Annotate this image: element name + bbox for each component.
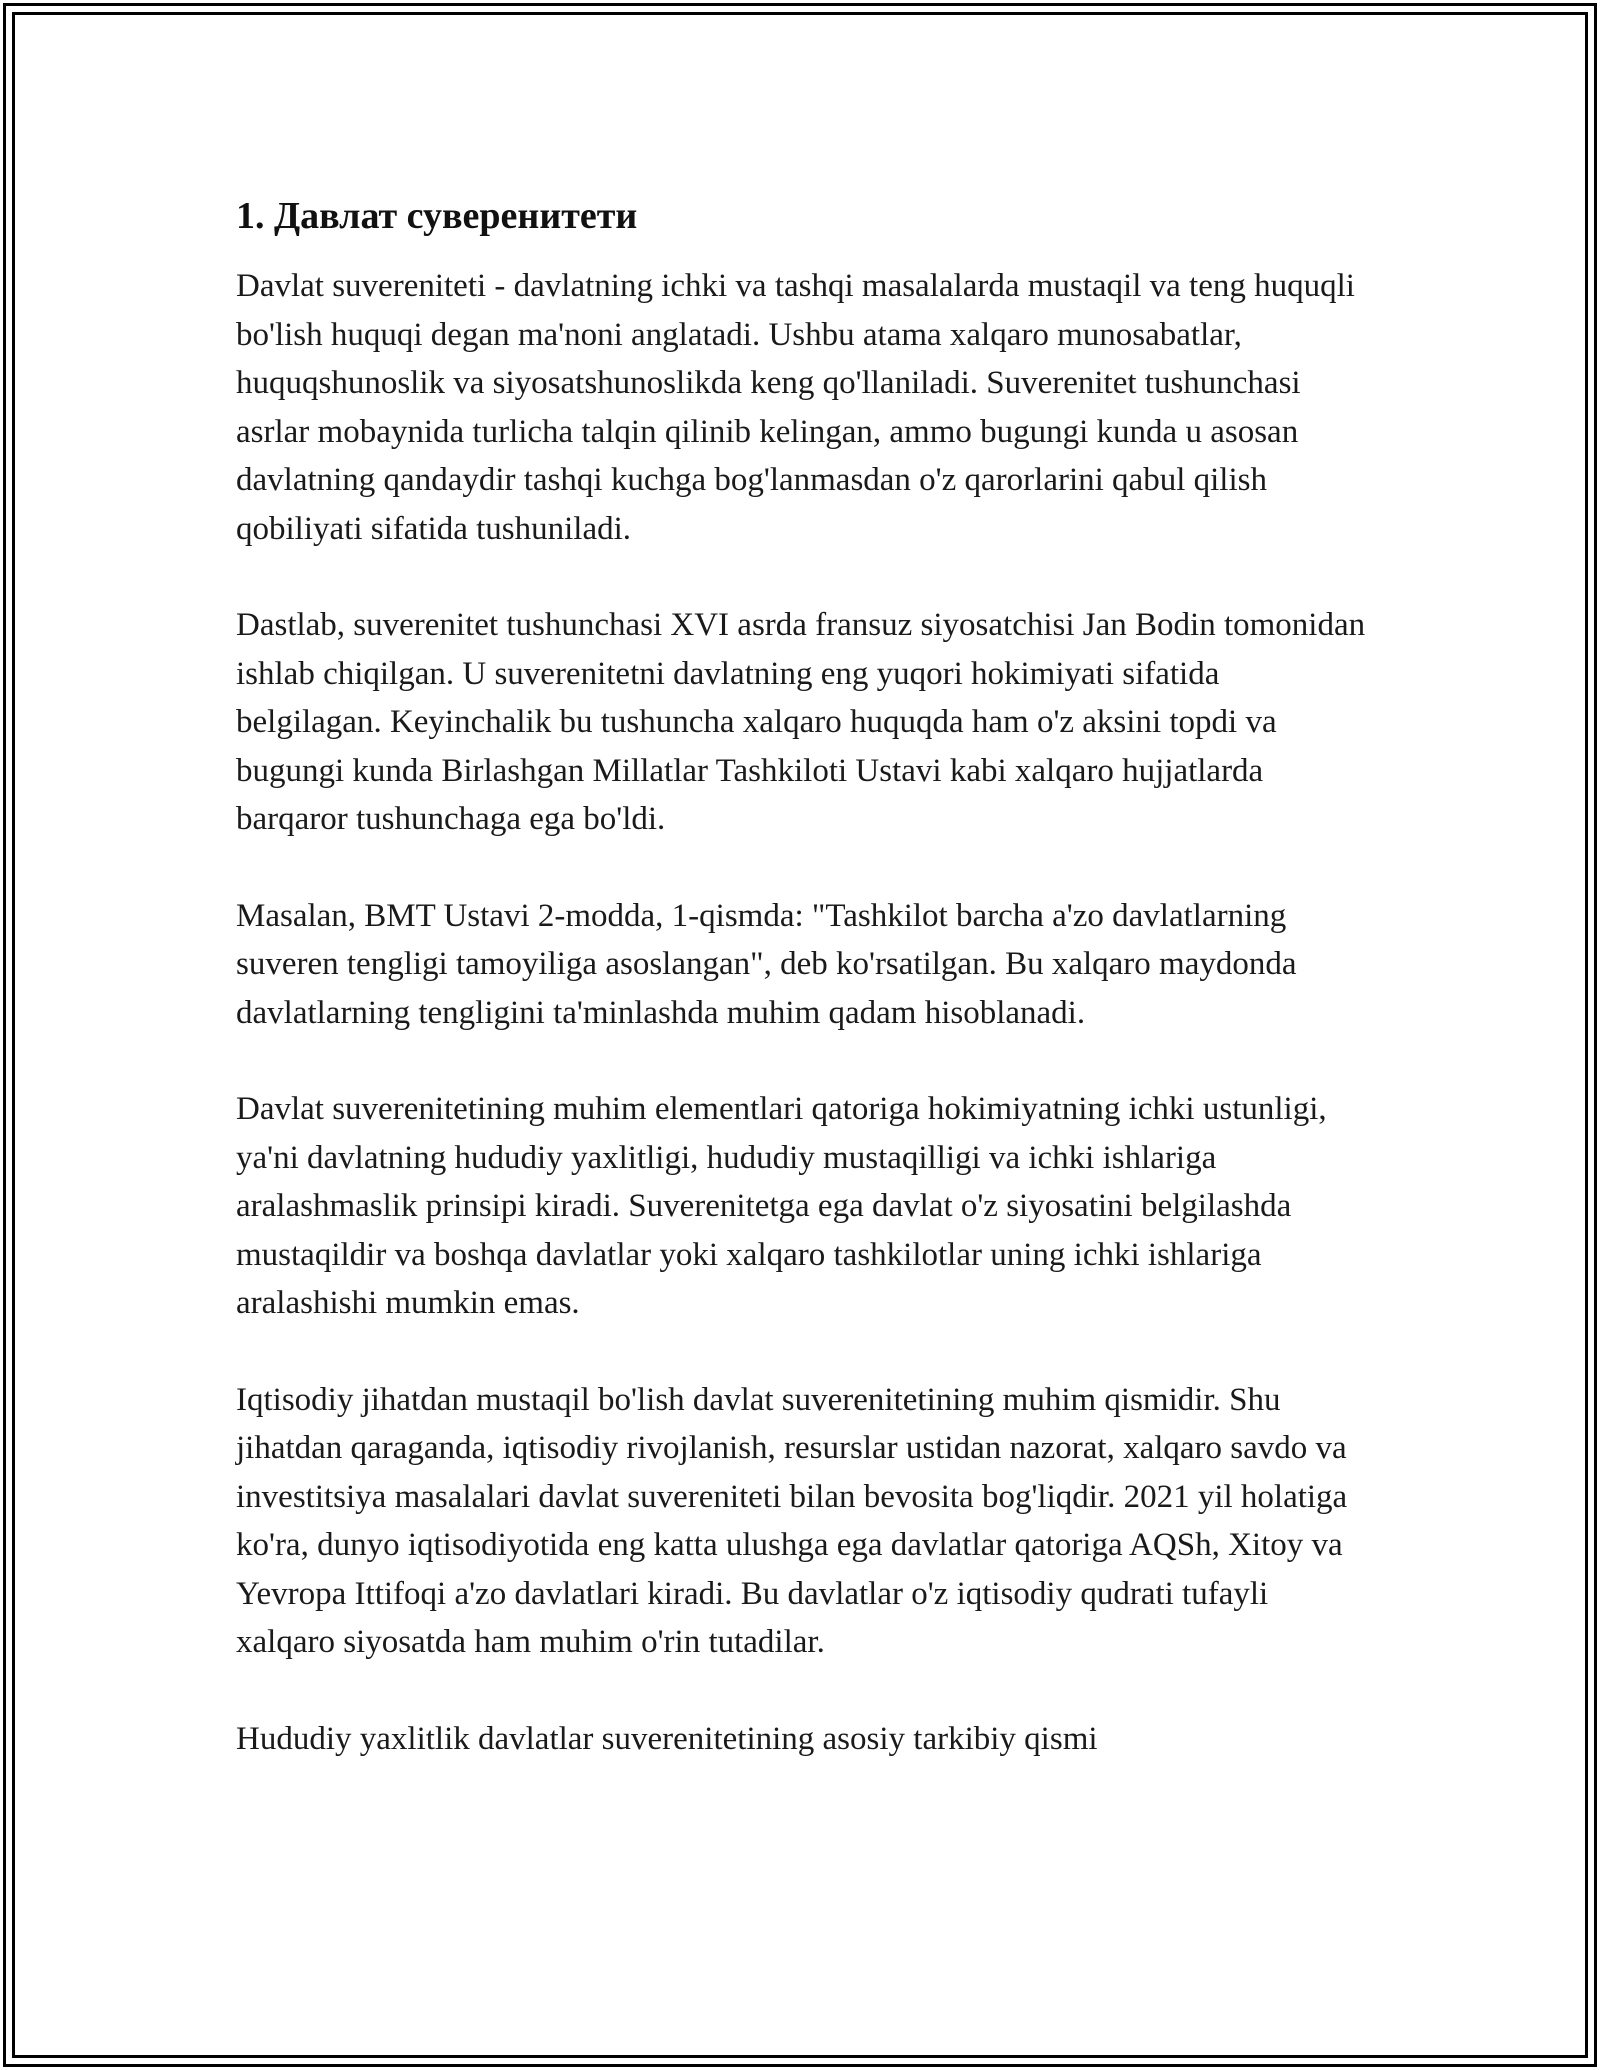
paragraph-economic: Iqtisodiy jihatdan mustaqil bo'lish davlat suverenitetining muhim qismidir. Shu jihatdan qaraganda, iqtisodiy rivojlanish, resurslar ustidan nazorat, xalqaro savdo va investitsiya masalalari davlat suvereniteti bilan bevosita bog'liqdir. 2021 yil holatiga ko'ra, dunyo iqtisodiyotida eng katta ulushga ega davlatlar qatoriga AQSh, Xitoy va Yevropa Ittifoqi a'zo davlatlari kiradi. Bu davlatlar o'z iqtisodiy qudrati tufayli xalqaro siyosatda ham muhim o'rin tutadilar. bbox=[236, 1381, 1348, 1660]
section-heading: 1. Давлат суверенитети bbox=[236, 195, 638, 237]
paragraph-un-charter: Masalan, BMT Ustavi 2-modda, 1-qismda: "Tashkilot barcha a'zo davlatlarning suveren tengligi tamoyiliga asoslangan", deb ko'rsatilgan. Bu xalqaro maydonda davlatlarning tengligini ta'minlashda muhim qadam hisoblanadi. bbox=[236, 897, 1297, 1031]
paragraph-definition: Davlat suvereniteti - davlatning ichki va tashqi masalalarda mustaqil va teng huquqli bo'lish huquqi degan ma'noni anglatadi. Ushbu atama xalqaro munosabatlar, huquqshunoslik va siyosatshunoslikda keng qo'llaniladi. Suverenitet tushunchasi asrlar mobaynida turlicha talqin qilinib kelingan, ammo bugungi kunda u asosan davlatning qandaydir tashqi kuchga bog'lanmasdan o'z qarorlarini qabul qilish qobiliyati sifatida tushuniladi. bbox=[236, 268, 1355, 547]
paragraph-elements: Davlat suverenitetining muhim elementlari qatoriga hokimiyatning ichki ustunligi, ya'ni davlatning hududiy yaxlitligi, hududiy mustaqilligi va ichki ishlariga aralashmaslik prinsipi kiradi. Suverenitetga ega davlat o'z siyosatini belgilashda mustaqildir va boshqa davlatlar yoki xalqaro tashkilotlar uning ichki ishlariga aralashishi mumkin emas. bbox=[236, 1091, 1327, 1321]
document-body bbox=[236, 192, 1366, 1811]
paragraph-history: Dastlab, suverenitet tushunchasi XVI asrda fransuz siyosatchisi Jan Bodin tomonidan ishlab chiqilgan. U suverenitetni davlatning eng yuqori hokimiyati sifatida belgilagan. Keyinchalik bu tushuncha xalqaro huquqda ham o'z aksini topdi va bugungi kunda Birlashgan Millatlar Tashkiloti Ustavi kabi xalqaro hujjatlarda barqaror tushunchaga ega bo'ldi. bbox=[236, 607, 1366, 837]
paragraph-territorial: Hududiy yaxlitlik davlatlar suverenitetining asosiy tarkibiy qismi bbox=[236, 1720, 1098, 1757]
